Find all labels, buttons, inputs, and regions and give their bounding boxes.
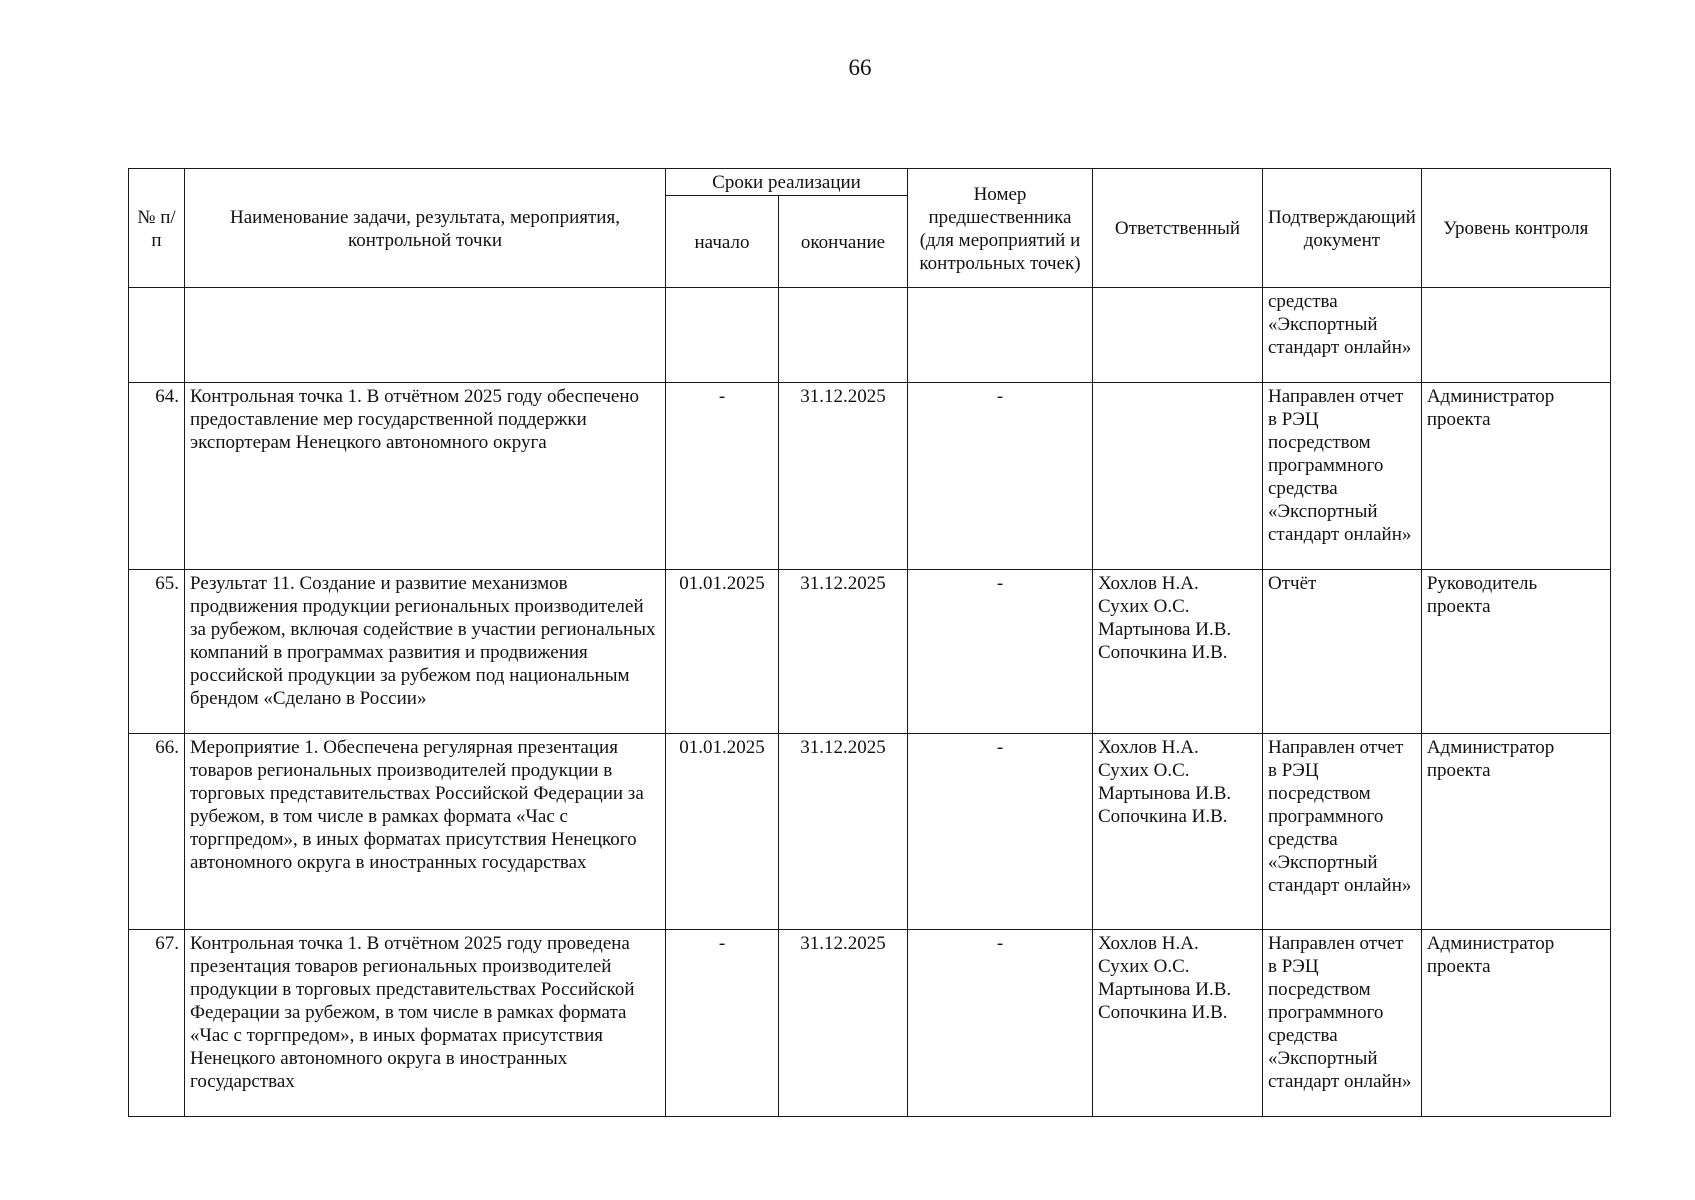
header-end: окончание (779, 196, 908, 288)
table-row (129, 288, 1611, 383)
row-predecessor (908, 288, 1093, 383)
implementation-plan-table (128, 168, 1611, 1117)
row-predecessor: - (908, 930, 1093, 1117)
row-name: Результат 11. Создание и развитие механизмов продвижения продукции региональных производителей за рубежом, включая содействие в участии региональных компаний в программах развития и продвижения российской продукции за рубежом под национальным брендом «Сделано в России» (185, 570, 666, 734)
row-name (185, 288, 666, 383)
row-end: 31.12.2025 (779, 383, 908, 570)
row-start: 01.01.2025 (666, 734, 779, 930)
responsible-person: Сухих О.С. (1098, 760, 1190, 781)
row-start: 01.01.2025 (666, 570, 779, 734)
row-start (666, 288, 779, 383)
row-control: Администратор проекта (1421, 383, 1610, 570)
row-predecessor: - (908, 734, 1093, 930)
row-responsible (1093, 734, 1263, 930)
row-end: 31.12.2025 (779, 930, 908, 1117)
row-control: Администратор проекта (1421, 734, 1610, 930)
row-predecessor: - (908, 570, 1093, 734)
table-row (129, 734, 1611, 930)
row-start: - (666, 930, 779, 1117)
header-name: Наименование задачи, результата, мероприятия, контрольной точки (185, 169, 666, 288)
header-predecessor: Номер предшественника (для мероприятий и контрольных точек) (908, 169, 1093, 288)
row-num: 65. (129, 570, 185, 734)
row-start: - (666, 383, 779, 570)
row-responsible (1093, 570, 1263, 734)
row-name: Контрольная точка 1. В отчётном 2025 году обеспечено предоставление мер государственной поддержки экспортерам Ненецкого автономного округа (185, 383, 666, 570)
row-num: 64. (129, 383, 185, 570)
responsible-person: Мартынова И.В. (1098, 979, 1232, 1000)
row-num: 66. (129, 734, 185, 930)
table-row (129, 383, 1611, 570)
row-responsible (1093, 288, 1263, 383)
responsible-person: Хохлов Н.А. (1098, 737, 1199, 758)
header-num: № п/п (129, 169, 185, 288)
header-terms: Сроки реализации (666, 169, 908, 196)
row-predecessor: - (908, 383, 1093, 570)
row-num (129, 288, 185, 383)
responsible-person: Сопочкина И.В. (1098, 806, 1228, 827)
row-control (1421, 288, 1610, 383)
responsible-person: Мартынова И.В. (1098, 619, 1232, 640)
responsible-person: Хохлов Н.А. (1098, 573, 1199, 594)
row-document: Направлен отчет в РЭЦ посредством программного средства «Экспортный стандарт онлайн» (1263, 930, 1422, 1117)
table-row (129, 570, 1611, 734)
responsible-person: Сопочкина И.В. (1098, 1002, 1228, 1023)
row-name: Мероприятие 1. Обеспечена регулярная презентация товаров региональных производителей продукции в торговых представительствах Российской Федерации за рубежом, в том числе в рамках формата «Час с торгпредом», в иных форматах присутствия Ненецкого автономного округа в иностранных государствах (185, 734, 666, 930)
row-document: Направлен отчет в РЭЦ посредством программного средства «Экспортный стандарт онлайн» (1263, 383, 1422, 570)
responsible-person: Мартынова И.В. (1098, 783, 1232, 804)
page-number: 66 (848, 55, 872, 80)
row-end: 31.12.2025 (779, 570, 908, 734)
header-responsible: Ответственный (1093, 169, 1263, 288)
table-row (129, 930, 1611, 1117)
row-end: 31.12.2025 (779, 734, 908, 930)
row-end (779, 288, 908, 383)
header-control: Уровень контроля (1421, 169, 1610, 288)
responsible-person: Сухих О.С. (1098, 956, 1190, 977)
responsible-person: Хохлов Н.А. (1098, 933, 1199, 954)
header-start: начало (666, 196, 779, 288)
row-num: 67. (129, 930, 185, 1117)
row-document: Направлен отчет в РЭЦ посредством программного средства «Экспортный стандарт онлайн» (1263, 734, 1422, 930)
row-control: Руководитель проекта (1421, 570, 1610, 734)
row-name: Контрольная точка 1. В отчётном 2025 году проведена презентация товаров региональных производителей продукции в торговых представительствах Российской Федерации за рубежом, в том числе в рамках формата «Час с торгпредом», в иных форматах присутствия Ненецкого автономного округа в иностранных государствах (185, 930, 666, 1117)
row-document: Отчёт (1263, 570, 1422, 734)
responsible-person: Сухих О.С. (1098, 596, 1190, 617)
row-responsible (1093, 383, 1263, 570)
row-responsible (1093, 930, 1263, 1117)
header-document: Подтверждающий документ (1263, 169, 1422, 288)
row-control: Администратор проекта (1421, 930, 1610, 1117)
row-document: средства «Экспортный стандарт онлайн» (1263, 288, 1422, 383)
responsible-person: Сопочкина И.В. (1098, 642, 1228, 663)
